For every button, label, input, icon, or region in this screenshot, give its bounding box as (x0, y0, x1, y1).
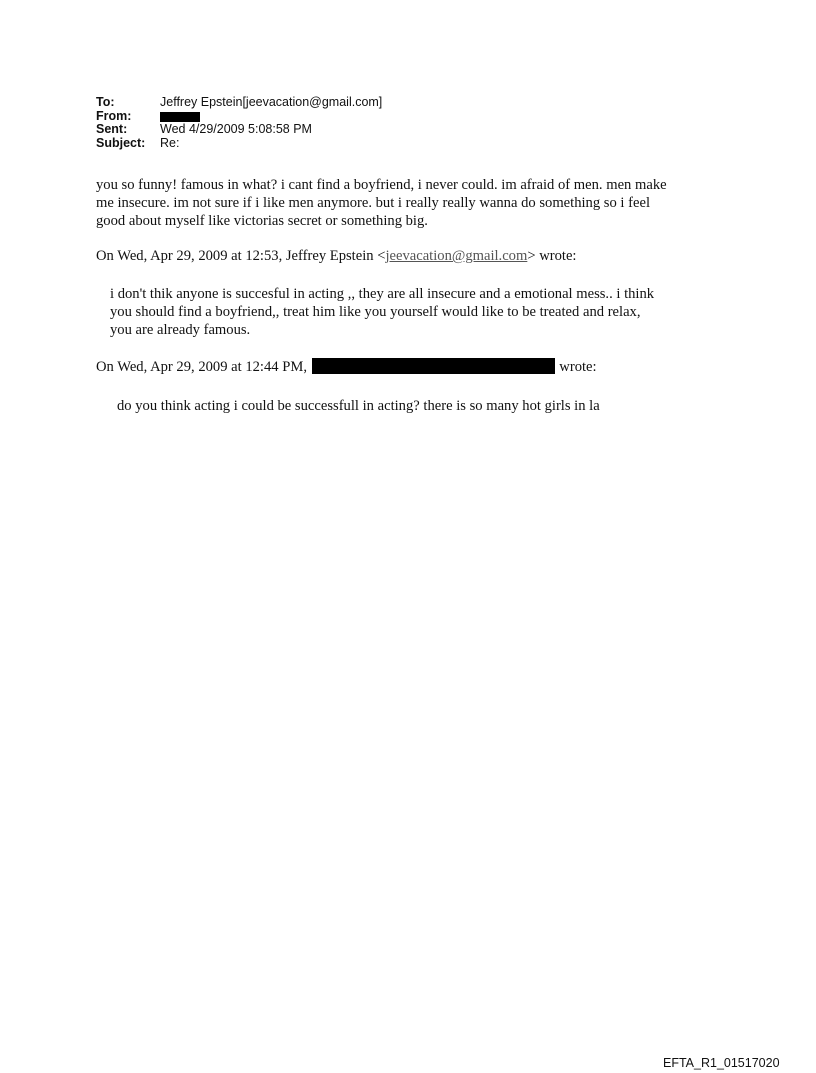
quote2-body (117, 397, 600, 415)
subject-row (96, 137, 382, 151)
message-line: you so funny! famous in what? i cant find a boyfriend, i never could. im afraid of men. men make (96, 177, 667, 193)
subject-label: Subject: (96, 135, 146, 150)
email-header (96, 96, 382, 150)
document-id: EFTA_R1_01517020 (663, 1056, 780, 1070)
to-row (96, 96, 382, 110)
email-link[interactable]: jeevacation@gmail.com (385, 248, 528, 264)
quote2-attribution-suffix: wrote: (559, 359, 597, 375)
to-label: To: (96, 95, 115, 109)
from-redaction (160, 112, 200, 122)
quote2-line: do you think acting i could be successfull in acting? there is so many hot girls in la (117, 398, 600, 414)
sender-redaction (312, 358, 555, 374)
quote1-body (110, 285, 654, 339)
quote1-line: you should find a boyfriend,, treat him like you yourself would like to be treated and relax, (110, 304, 641, 320)
quote2-attribution (96, 358, 597, 376)
to-value: Jeffrey Epstein[jeevacation@gmail.com] (160, 95, 383, 109)
from-label: From: (96, 108, 132, 123)
quote1-attribution-suffix: > wrote: (527, 248, 577, 264)
quote2-attribution-prefix: On Wed, Apr 29, 2009 at 12:44 PM, (96, 359, 307, 375)
quote1-attribution (96, 247, 577, 265)
from-row (96, 110, 382, 124)
quote1-line: i don't thik anyone is succesful in acting ,, they are all insecure and a emotional mess.. i think (110, 286, 655, 302)
sent-value: Wed 4/29/2009 5:08:58 PM (160, 122, 312, 136)
sent-label: Sent: (96, 122, 128, 136)
message-line: good about myself like victorias secret or something big. (96, 213, 428, 229)
message-body (96, 176, 667, 230)
quote1-attribution-prefix: On Wed, Apr 29, 2009 at 12:53, Jeffrey Epstein < (96, 248, 386, 264)
sent-row (96, 123, 382, 137)
message-line: me insecure. im not sure if i like men anymore. but i really really wanna do something so i feel (96, 195, 650, 211)
quote1-line: you are already famous. (110, 322, 251, 338)
subject-value: Re: (160, 135, 180, 150)
